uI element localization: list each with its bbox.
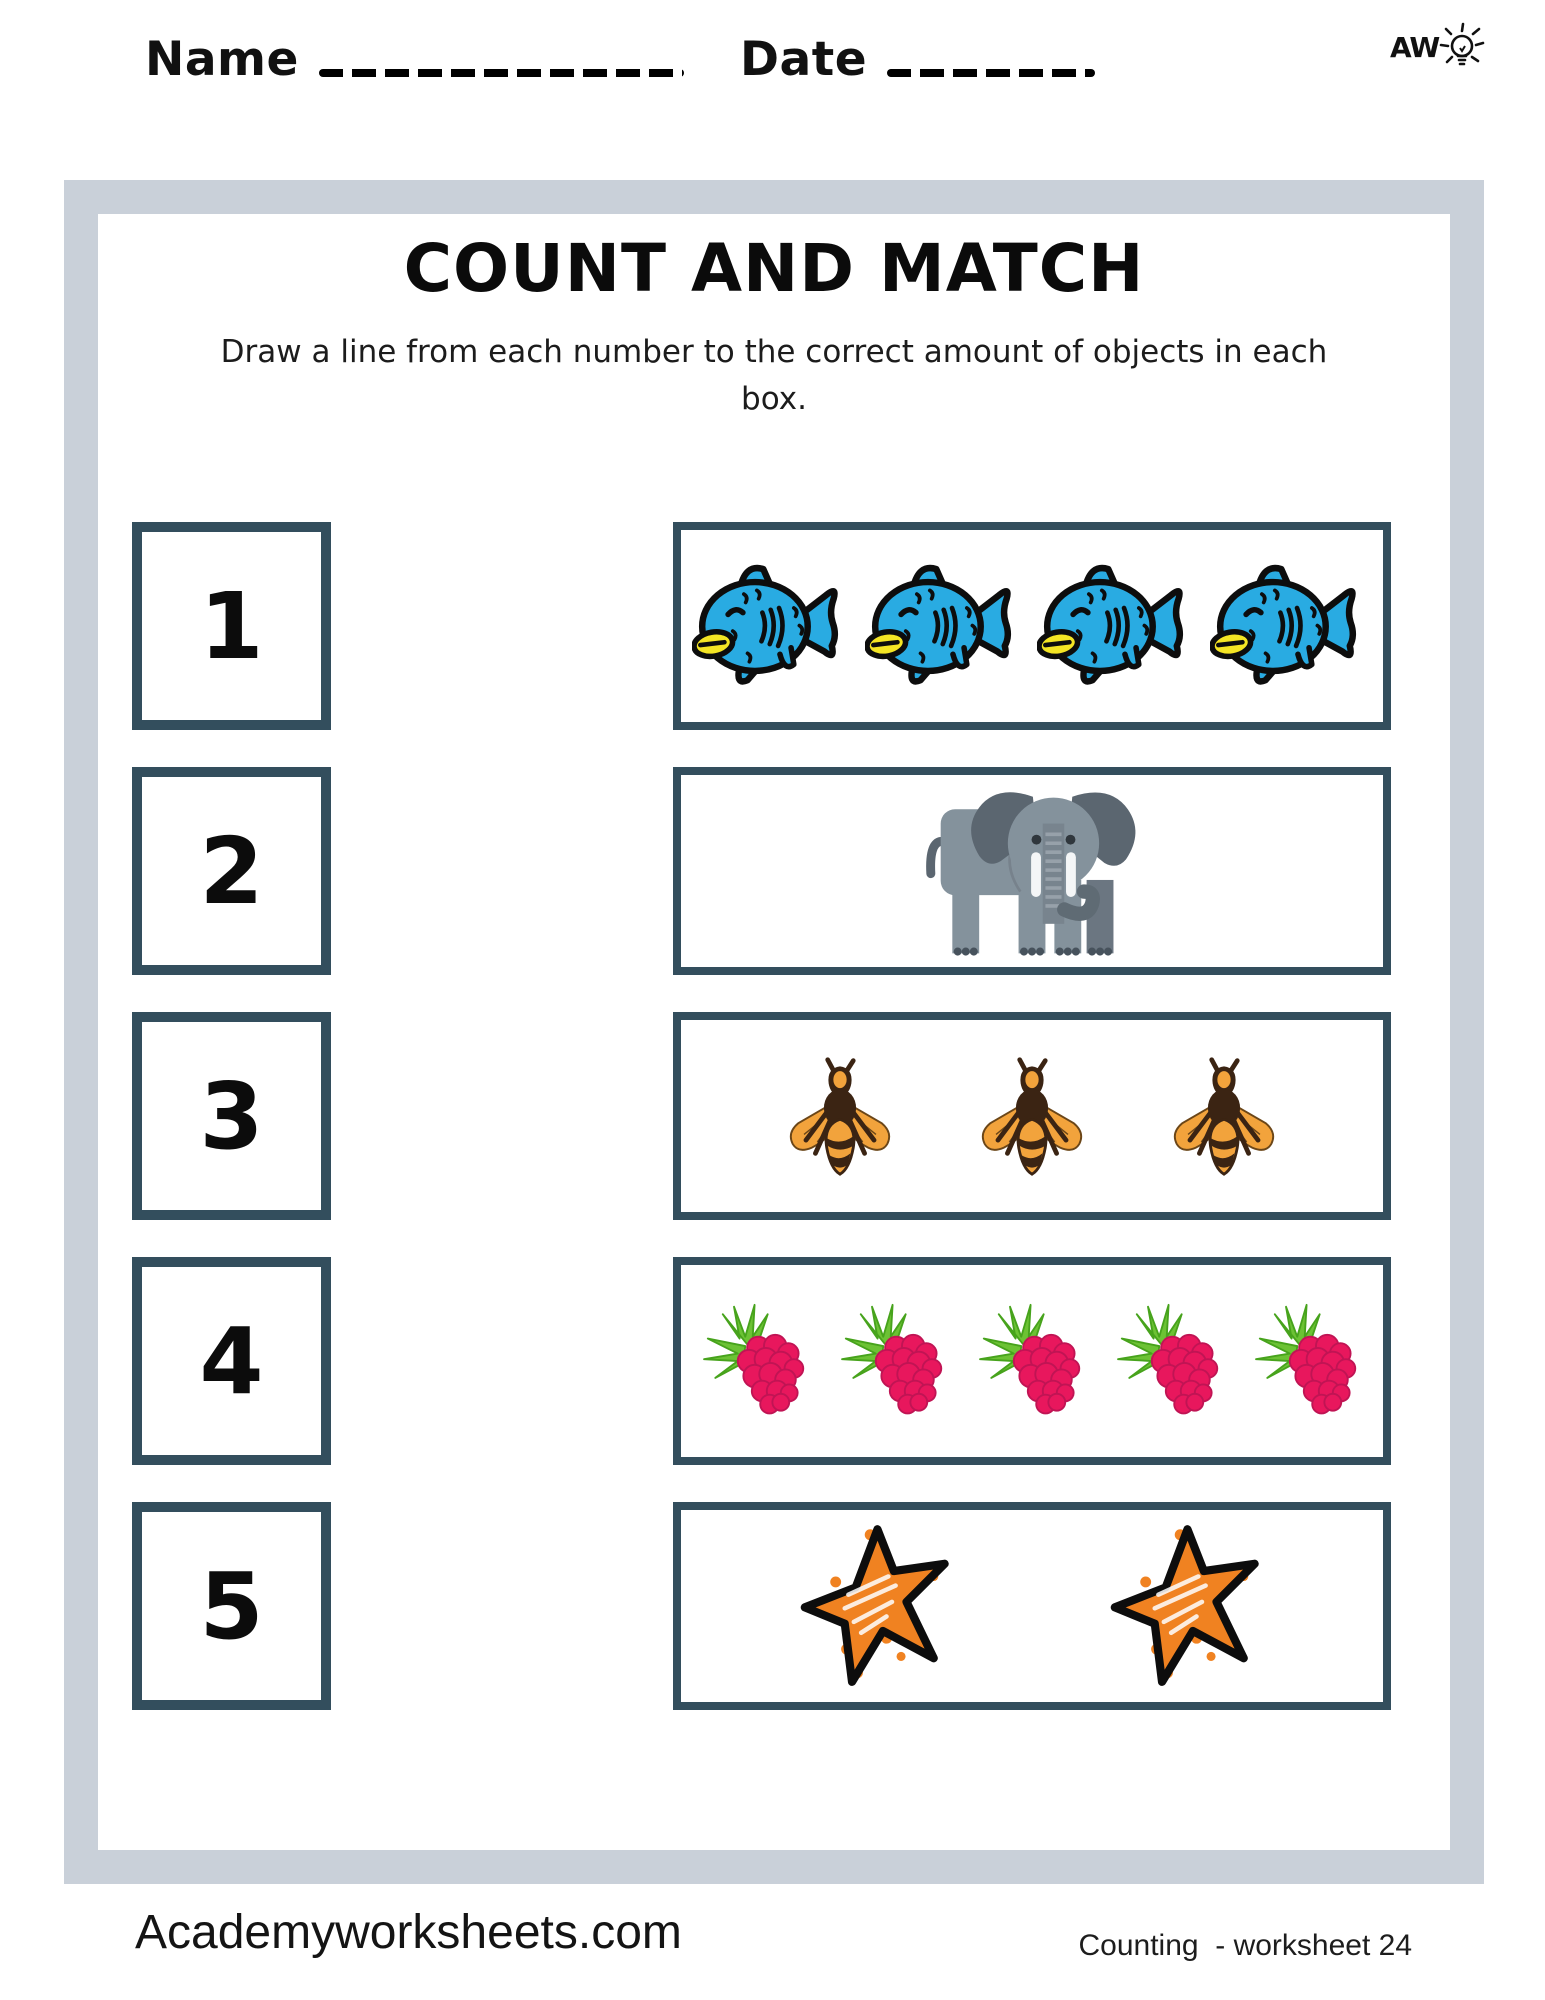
name-label: Name bbox=[145, 32, 299, 87]
number-box-3[interactable] bbox=[132, 1012, 331, 1220]
site-name: Academyworksheets.com bbox=[135, 1906, 682, 1959]
number-label: 2 bbox=[199, 817, 264, 925]
bee-icon bbox=[979, 1055, 1085, 1178]
number-box-2[interactable] bbox=[132, 767, 331, 975]
name-field bbox=[145, 34, 684, 86]
lightbulb-icon bbox=[1439, 22, 1485, 72]
aw-logo-text: AW bbox=[1390, 30, 1440, 64]
number-label: 1 bbox=[199, 572, 264, 680]
fish-icon bbox=[1210, 557, 1372, 696]
object-box-raspberry[interactable] bbox=[673, 1257, 1391, 1465]
bee-icon bbox=[1171, 1055, 1277, 1178]
star-icon bbox=[797, 1522, 957, 1690]
object-box-fish[interactable] bbox=[673, 522, 1391, 730]
object-box-bee[interactable] bbox=[673, 1012, 1391, 1220]
instructions: Draw a line from each number to the correct amount of objects in each box. bbox=[220, 334, 1328, 417]
worksheet-row bbox=[98, 767, 1450, 975]
worksheet-row bbox=[98, 1502, 1450, 1710]
header bbox=[0, 0, 1545, 150]
number-box-1[interactable] bbox=[132, 522, 331, 730]
worksheet-row bbox=[98, 1012, 1450, 1220]
number-label: 4 bbox=[199, 1307, 264, 1415]
date-label: Date bbox=[740, 32, 868, 87]
object-box-star[interactable] bbox=[673, 1502, 1391, 1710]
number-label: 3 bbox=[199, 1062, 264, 1170]
raspberry-icon bbox=[978, 1303, 1086, 1420]
name-input-line[interactable] bbox=[319, 69, 684, 77]
star-icon bbox=[1107, 1522, 1267, 1690]
worksheet-card bbox=[64, 180, 1484, 1884]
elephant-icon bbox=[911, 777, 1153, 965]
number-box-4[interactable] bbox=[132, 1257, 331, 1465]
worksheet-row bbox=[98, 522, 1450, 730]
raspberry-icon bbox=[840, 1303, 948, 1420]
number-box-5[interactable] bbox=[132, 1502, 331, 1710]
aw-logo bbox=[1390, 22, 1485, 72]
bee-icon bbox=[787, 1055, 893, 1178]
worksheet-title: COUNT AND MATCH bbox=[403, 230, 1145, 307]
worksheet-number: Counting - worksheet 24 bbox=[1078, 1929, 1412, 1962]
date-field bbox=[740, 34, 1095, 86]
fish-icon bbox=[1037, 557, 1199, 696]
worksheet-row bbox=[98, 1257, 1450, 1465]
worksheet-rows bbox=[98, 522, 1450, 1710]
raspberry-icon bbox=[702, 1303, 810, 1420]
date-input-line[interactable] bbox=[887, 69, 1095, 77]
object-box-elephant[interactable] bbox=[673, 767, 1391, 975]
fish-icon bbox=[865, 557, 1027, 696]
number-label: 5 bbox=[199, 1552, 264, 1660]
fish-icon bbox=[692, 557, 854, 696]
footer bbox=[0, 1905, 1545, 1995]
raspberry-icon bbox=[1116, 1303, 1224, 1420]
raspberry-icon bbox=[1254, 1303, 1362, 1420]
